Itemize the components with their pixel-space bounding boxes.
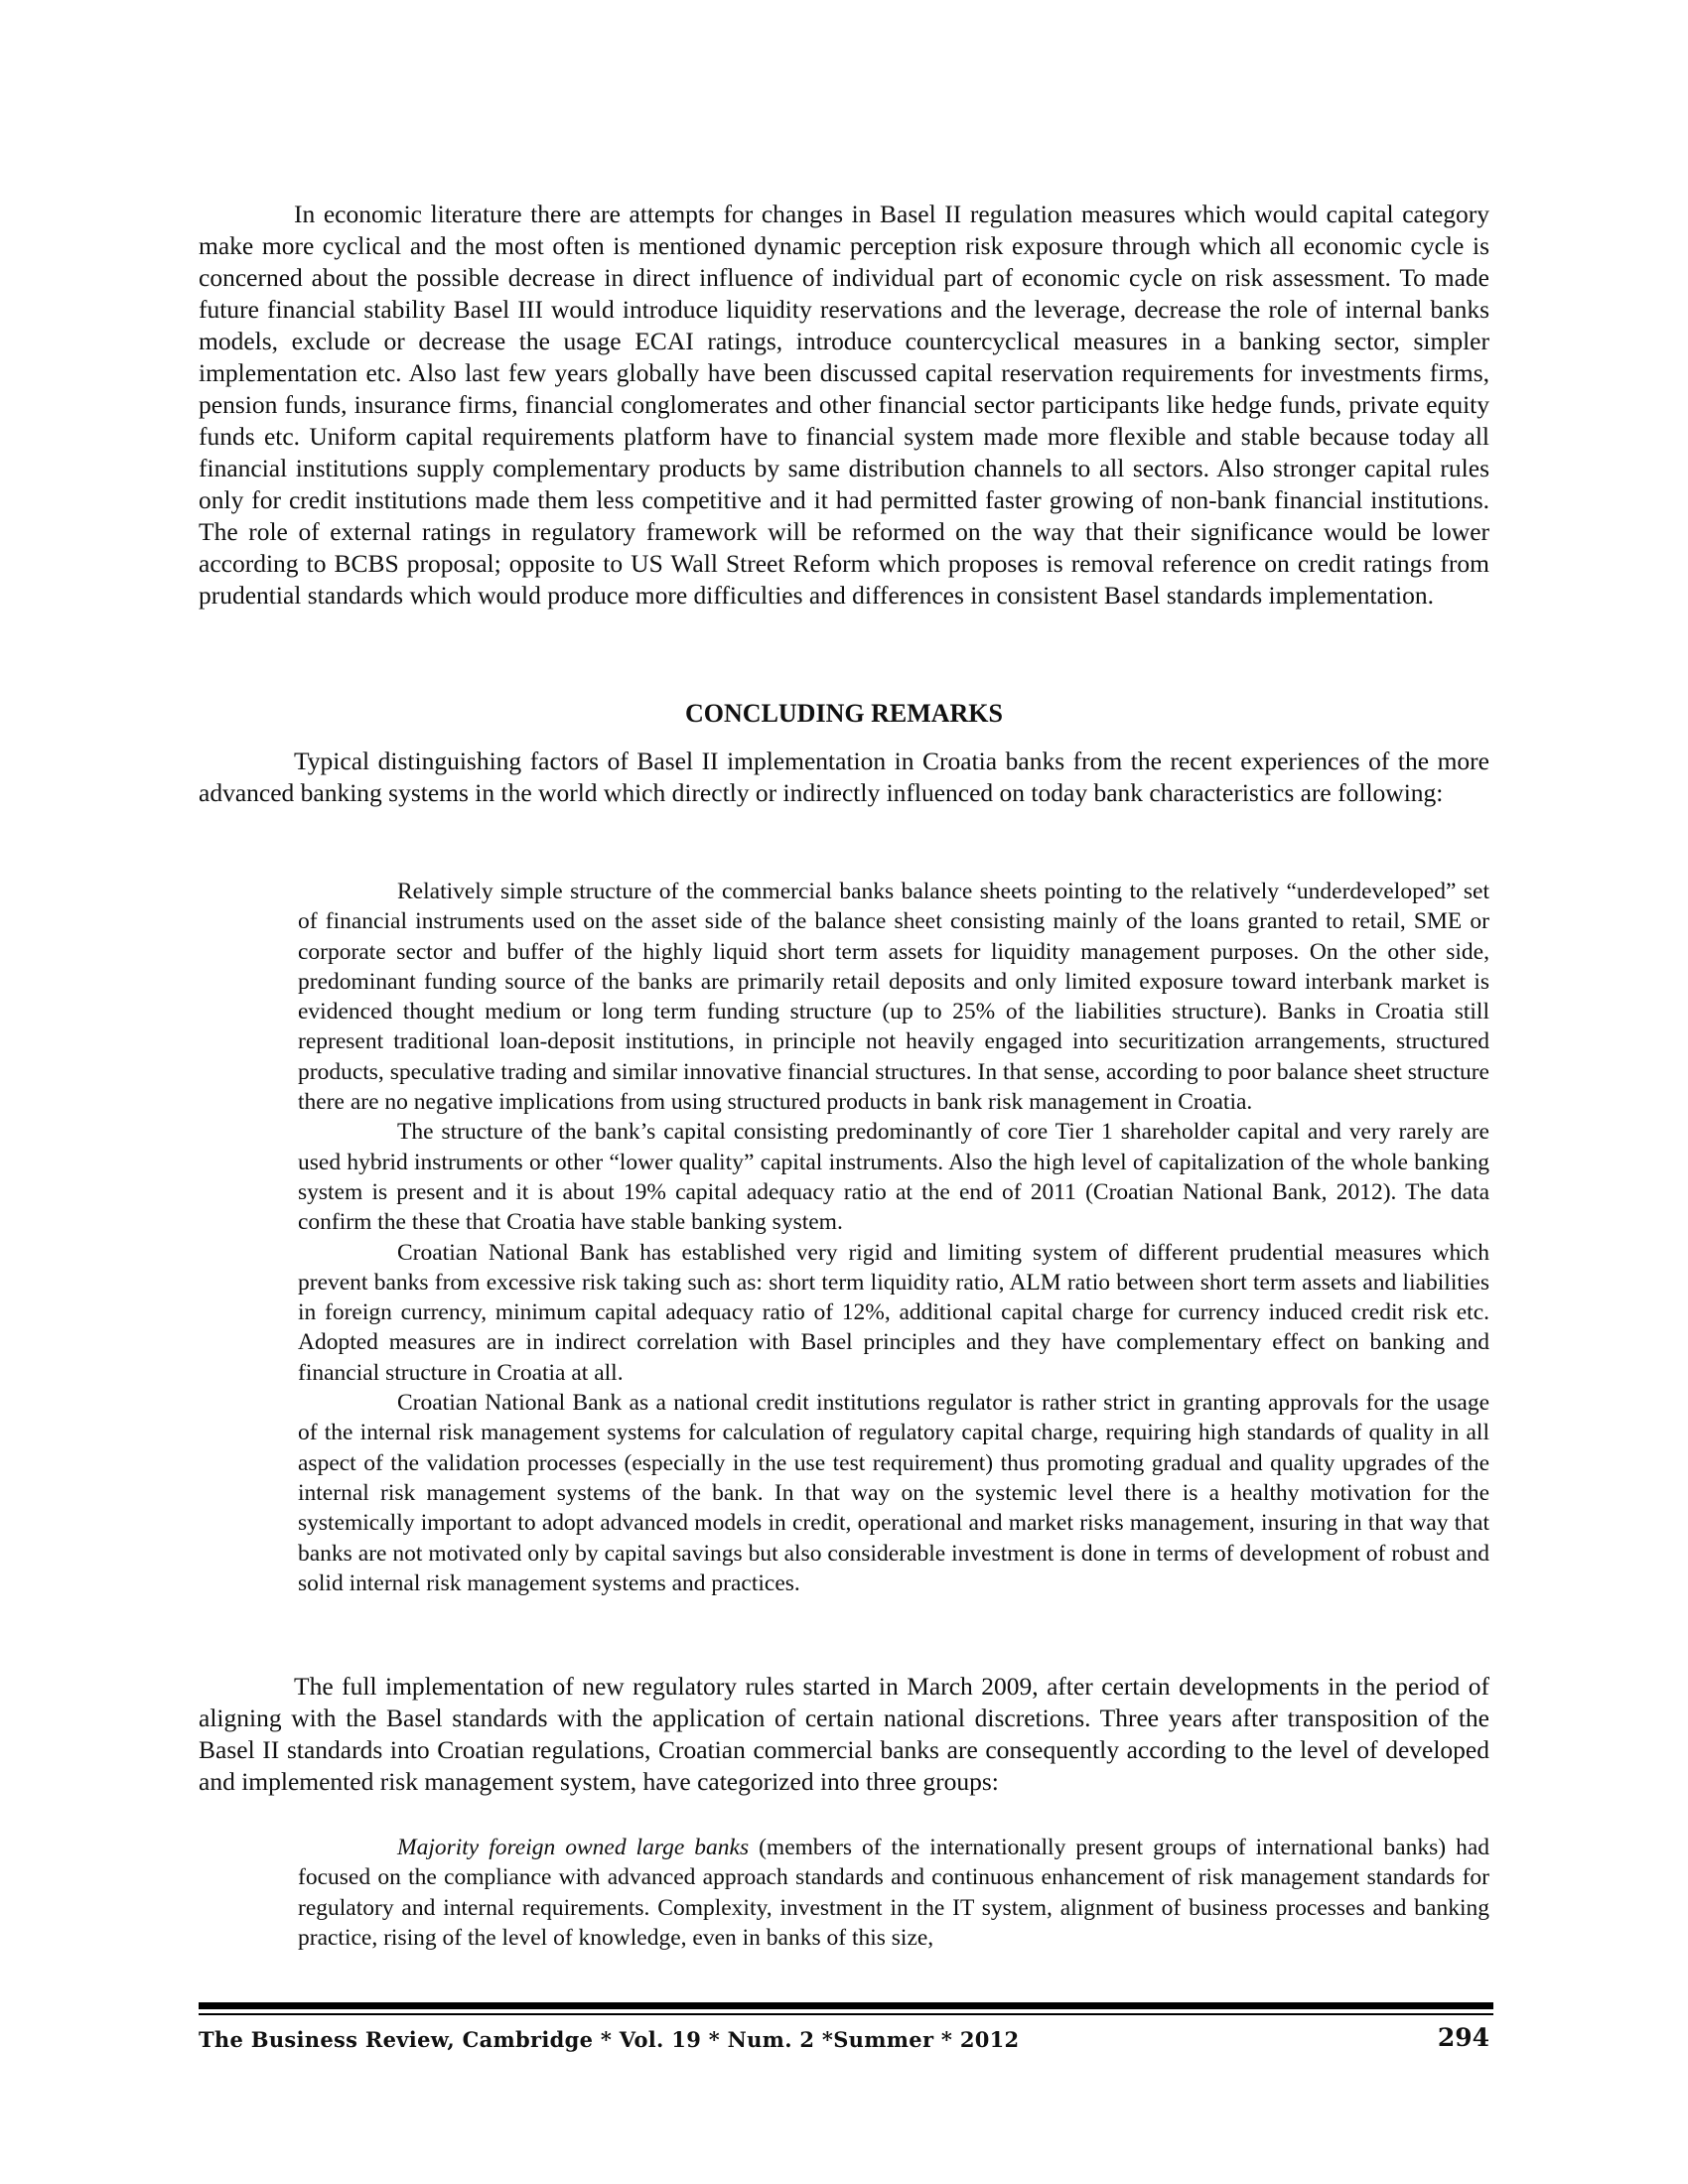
factor-capital-structure: The structure of the bank’s capital consisting predominantly of core Tier 1 shareholder capital and very rarely are used hybrid instruments or other “lower quality” capital instruments. Also the high level of capitalization of the whole banking system is present and it is about 19% capital adequacy ratio at the end of 2011 (Croatian National Bank, 2012). The data confirm the these that Croatia have stable banking system. xyxy=(298,1119,1489,1236)
footer-journal-citation: The Business Review, Cambridge * Vol. 19 * Num. 2 *Summer * 2012 xyxy=(199,2027,1020,2052)
footer-rule-thin xyxy=(199,2013,1493,2015)
factor-prudential-measures: Croatian National Bank has established very rigid and limiting system of different prudential measures which prevent banks from excessive risk taking such as: short term liquidity ratio, ALM ratio between short term assets and liabilities in foreign currency, minimum capital adequacy ratio of 12%, additional capital charge for currency induced credit risk etc. Adopted measures are in indirect correlation with Basel principles and they have complementary effect on banking and financial structure in Croatia at all. xyxy=(298,1239,1489,1386)
factor-regulator-strictness: Croatian National Bank as a national credit institutions regulator is rather strict in granting approvals for the usage of the internal risk management systems for calculation of regulatory capital charge, requiring high standards of quality in all aspect of the validation processes (especially in the use test requirement) thus promoting gradual and quality upgrades of the internal risk management systems of the bank. In that way on the systemic level there is a healthy motivation for the systemically important to adopt advanced models in credit, operational and market risks management, insuring in that way that banks are not motivated only by capital savings but also considerable investment is done in terms of development of robust and solid internal risk management systems and practices. xyxy=(298,1390,1489,1596)
body-paragraph-factors-intro: Typical distinguishing factors of Basel II implementation in Croatia banks from the recent experiences of the more advanced banking systems in the world which directly or indirectly influenced on today bank characteristics are following: xyxy=(199,747,1489,807)
footer-rule-thick xyxy=(199,2002,1493,2009)
factors-block xyxy=(298,877,1489,1598)
group-foreign-owned-banks xyxy=(298,1833,1489,1953)
footer-page-number: 294 xyxy=(1437,2023,1489,2052)
groups-block xyxy=(298,1833,1489,1953)
group-title-italic: Majority foreign owned large banks xyxy=(397,1835,750,1860)
group-description: (members of the internationally present groups of international banks) had focused on the compliance with advanced approach standards and continuous enhancement of risk management standards for regulatory and internal requirements. Complexity, investment in the IT system, alignment of business processes and banking practice, rising of the level of knowledge, even in banks of this size, xyxy=(298,1835,1489,1951)
body-paragraph-basel-iii: In economic literature there are attempts for changes in Basel II regulation measures which would capital category make more cyclical and the most often is mentioned dynamic perception risk exposure through which all economic cycle is concerned about the possible decrease in direct influence of individual part of economic cycle on risk assessment. To made future financial stability Basel III would introduce liquidity reservations and the leverage, decrease the role of internal banks models, exclude or decrease the usage ECAI ratings, introduce countercyclical measures in a banking sector, simpler implementation etc. Also last few years globally have been discussed capital reservation requirements for investments firms, pension funds, insurance firms, financial conglomerates and other financial sector participants like hedge funds, private equity funds etc. Uniform capital requirements platform have to financial system made more flexible and stable because today all financial institutions supply complementary products by same distribution channels to all sectors. Also stronger capital rules only for credit institutions made them less competitive and it had permitted faster growing of non-bank financial institutions. The role of external ratings in regulatory framework will be reformed on the way that their significance would be lower according to BCBS proposal; opposite to US Wall Street Reform which proposes is removal reference on credit ratings from prudential standards which would produce more difficulties and differences in consistent Basel standards implementation. xyxy=(199,200,1489,610)
body-paragraph-implementation: The full implementation of new regulatory rules started in March 2009, after certain developments in the period of aligning with the Basel standards with the application of certain national discretions. Three years after transposition of the Basel II standards into Croatian regulations, Croatian commercial banks are consequently according to the level of developed and implemented risk management system, have categorized into three groups: xyxy=(199,1672,1489,1796)
factor-balance-sheet: Relatively simple structure of the commercial banks balance sheets pointing to the relatively “underdeveloped” set of financial instruments used on the asset side of the balance sheet consisting mainly of the loans granted to retail, SME or corporate sector and buffer of the highly liquid short term assets for liquidity management purposes. On the other side, predominant funding source of the banks are primarily retail deposits and only limited exposure toward interbank market is evidenced thought medium or long term funding structure (up to 25% of the liabilities structure). Banks in Croatia still represent traditional loan-deposit institutions, in principle not heavily engaged into securitization arrangements, structured products, speculative trading and similar innovative financial structures. In that sense, according to poor balance sheet structure there are no negative implications from using structured products in bank risk management in Croatia. xyxy=(298,879,1489,1116)
section-heading: CONCLUDING REMARKS xyxy=(685,699,1003,728)
